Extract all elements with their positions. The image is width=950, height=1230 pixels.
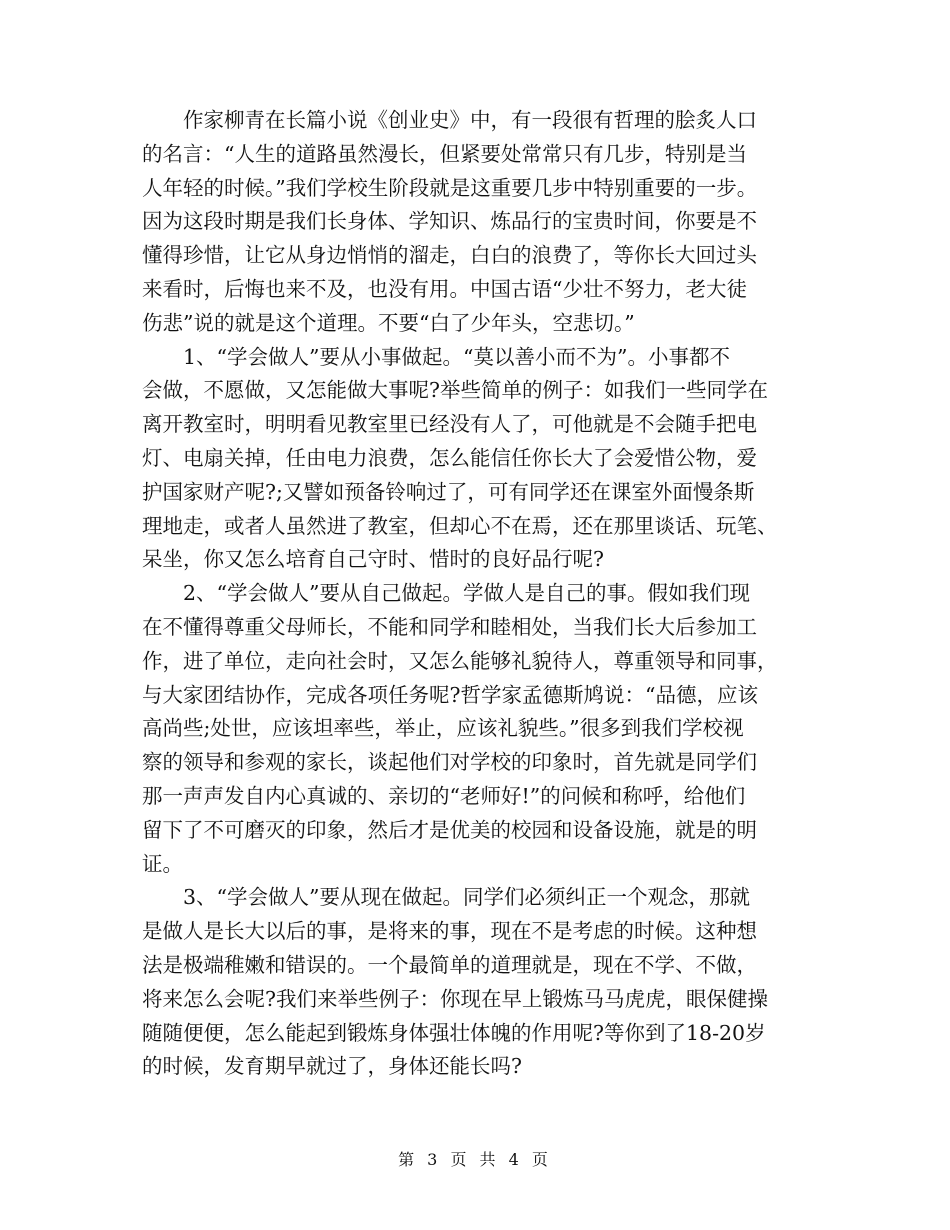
text-line: 与大家团结协作，完成各项任务呢?哲学家孟德斯鸠说：“品德，应该 [142,682,758,707]
text-line: 将来怎么会呢?我们来举些例子：你现在早上锻炼马马虎虎，眼保健操 [142,986,768,1011]
text-line: 人年轻的时候。”我们学校生阶段就是这重要几步中特别重要的一步。 [142,175,758,200]
text-line: 理地走，或者人虽然进了教室，但却心不在焉，还在那里谈话、玩笔、 [142,513,778,538]
text-line: 因为这段时期是我们长身体、学知识、炼品行的宝贵时间，你要是不 [142,209,757,234]
page-number-footer: 第 3 页 共 4 页 [398,1150,552,1169]
text-line: 3、“学会做人”要从现在做起。同学们必须纠正一个观念，那就 [142,885,751,910]
document-body [142,104,808,1084]
text-line: 法是极端稚嫩和错误的。一个最简单的道理就是，现在不学、不做， [142,952,757,977]
text-line: 护国家财产呢?;又譬如预备铃响过了，可有同学还在课室外面慢条斯 [142,479,755,504]
text-line: 证。 [142,851,183,876]
text-line: 伤悲”说的就是这个道理。不要“白了少年头，空悲切。” [142,310,635,335]
text-line: 高尚些;处世，应该坦率些，举止，应该礼貌些。”很多到我们学校视 [142,716,744,741]
text-line: 作家柳青在长篇小说《创业史》中，有一段很有哲理的脍炙人口 [142,108,757,132]
text-line: 懂得珍惜，让它从身边悄悄的溜走，白白的浪费了，等你长大回过头 [142,243,757,268]
text-line: 随随便便，怎么能起到锻炼身体强壮体魄的作用呢?等你到了18-20岁 [142,1020,766,1045]
text-line: 在不懂得尊重父母师长，不能和同学和睦相处，当我们长大后参加工 [142,614,757,639]
text-line: 灯、电扇关掉，任由电力浪费，怎么能信任你长大了会爱惜公物，爱 [142,445,757,470]
text-line: 察的领导和参观的家长，谈起他们对学校的印象时，首先就是同学们 [142,750,757,775]
text-line: 会做，不愿做，又怎能做大事呢?举些简单的例子：如我们一些同学在 [142,378,768,403]
text-line: 1、“学会做人”要从小事做起。“莫以善小而不为”。小事都不 [142,344,730,369]
text-line: 那一声声发自内心真诚的、亲切的“老师好!”的问候和称呼，给他们 [142,783,746,808]
text-line: 是做人是长大以后的事，是将来的事，现在不是考虑的时候。这种想 [142,919,757,944]
text-line: 留下了不可磨灭的印象，然后才是优美的校园和设备设施，就是的明 [142,817,757,842]
text-line: 2、“学会做人”要从自己做起。学做人是自己的事。假如我们现 [142,581,751,606]
text-line: 作，进了单位，走向社会时，又怎么能够礼貌待人，尊重领导和同事， [142,648,778,673]
text-line: 来看时，后悔也来不及，也没有用。中国古语“少壮不努力，老大徒 [142,276,747,301]
text-line: 呆坐，你又怎么培育自己守时、惜时的良好品行呢? [142,547,604,572]
text-line: 的名言：“人生的道路虽然漫长，但紧要处常常只有几步，特别是当 [142,141,747,166]
text-line: 的时候，发育期早就过了，身体还能长吗? [142,1054,522,1079]
text-line: 离开教室时，明明看见教室里已经没有人了，可他就是不会随手把电 [142,412,757,437]
